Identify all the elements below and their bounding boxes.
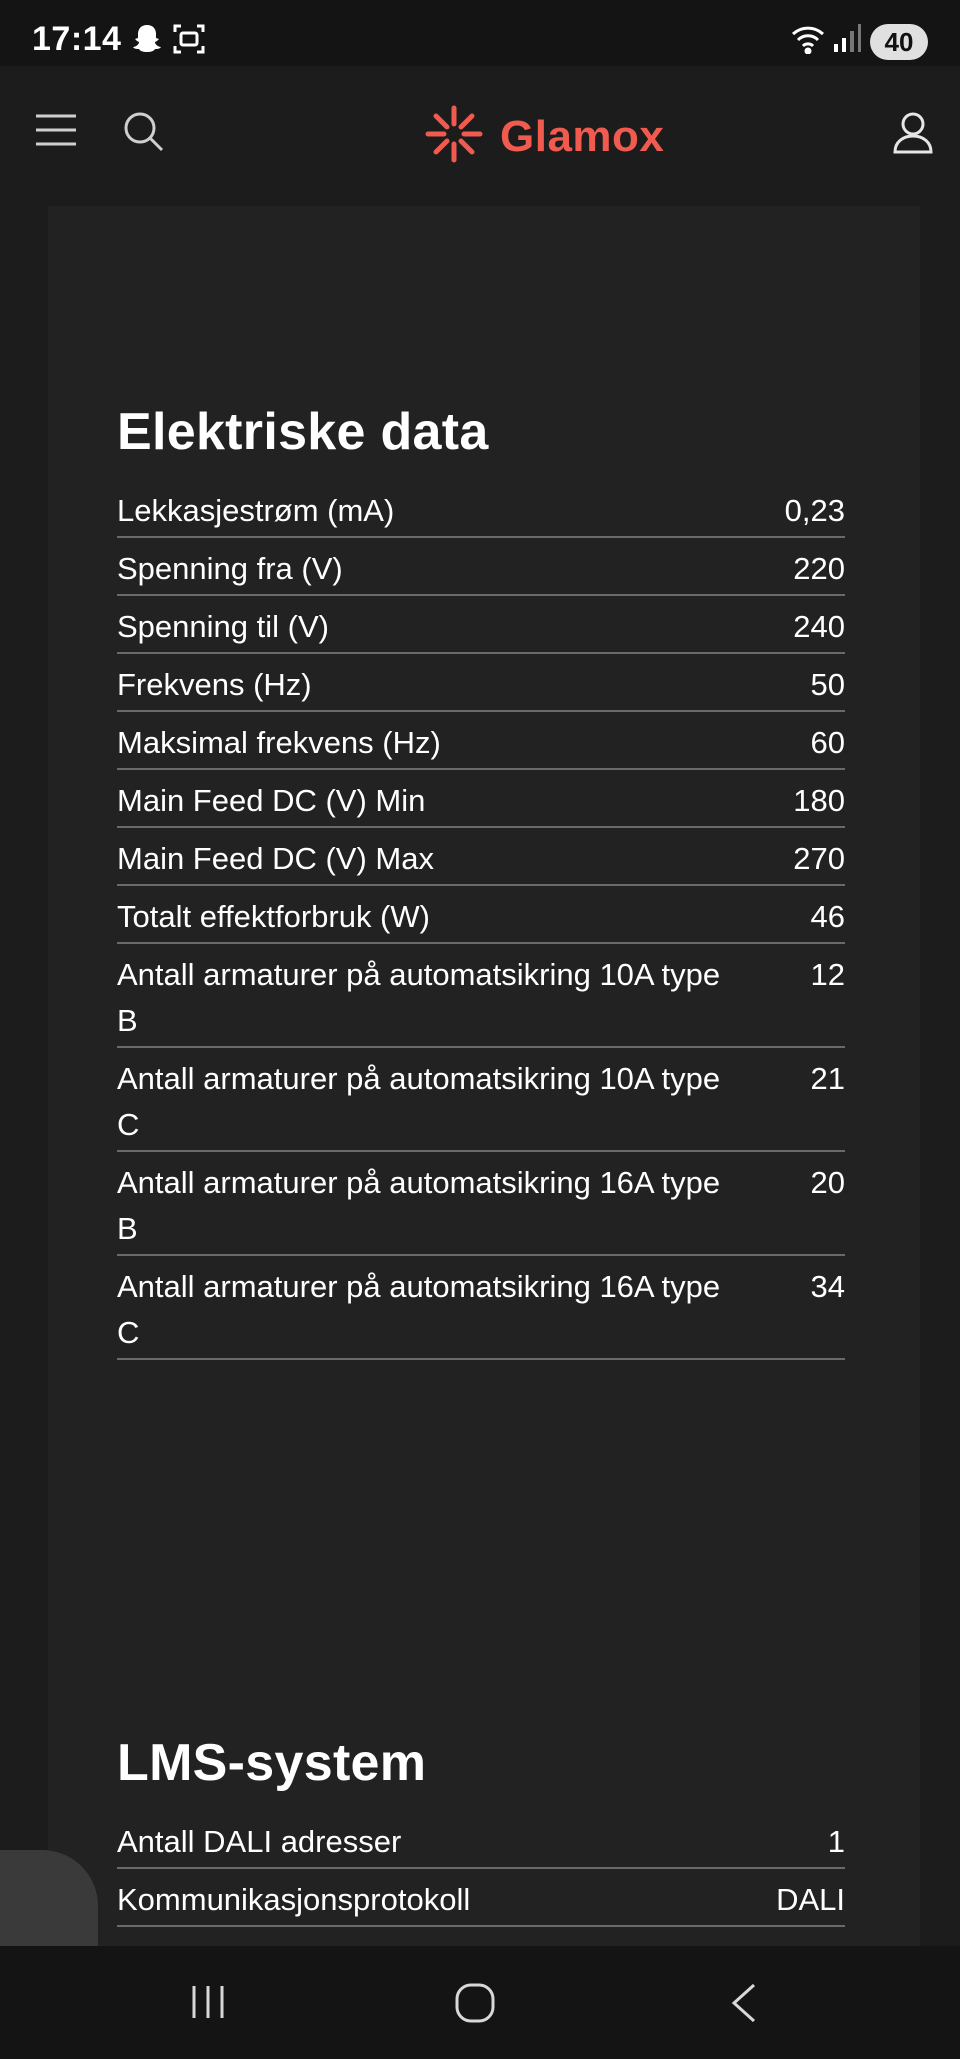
row-label: Main Feed DC (V) Max <box>117 841 434 876</box>
snapchat-icon <box>130 22 164 61</box>
row-value: 180 <box>793 783 845 818</box>
row-label: Frekvens (Hz) <box>117 667 312 702</box>
table-row <box>117 944 845 1048</box>
site-header <box>0 66 960 206</box>
row-label: Kommunikasjonsprotokoll <box>117 1882 471 1917</box>
system-nav-bar <box>0 1946 960 2059</box>
electrical-data-table <box>117 480 845 1360</box>
status-time: 17:14 <box>32 20 122 58</box>
product-specs-panel <box>48 206 920 1946</box>
row-label: Antall armaturer på automatsikring 16A type C <box>117 1269 721 1350</box>
table-row <box>117 886 845 944</box>
row-value: 46 <box>810 899 845 934</box>
row-value: 21 <box>810 1061 845 1096</box>
row-label: Antall armaturer på automatsikring 16A type B <box>117 1165 721 1246</box>
table-row <box>117 480 845 538</box>
row-value: 240 <box>793 609 845 644</box>
table-row <box>117 1152 845 1256</box>
table-row <box>117 654 845 712</box>
row-label: Maksimal frekvens (Hz) <box>117 725 441 760</box>
brand-name: Glamox <box>500 111 665 161</box>
table-row <box>117 1811 845 1869</box>
row-label: Antall armaturer på automatsikring 10A type B <box>117 957 721 1038</box>
lms-system-section <box>117 1733 845 1927</box>
signal-icon <box>832 22 862 59</box>
row-value: 34 <box>810 1269 845 1304</box>
row-value: 220 <box>793 551 845 586</box>
logo-icon <box>424 104 484 169</box>
table-row <box>117 828 845 886</box>
table-row <box>117 1256 845 1360</box>
recents-icon[interactable] <box>188 1982 228 2027</box>
row-value: 12 <box>810 957 845 992</box>
battery-indicator: 40 <box>870 24 928 60</box>
row-label: Antall armaturer på automatsikring 10A type C <box>117 1061 721 1142</box>
row-value: 0,23 <box>784 493 845 528</box>
row-value: 50 <box>810 667 845 702</box>
row-label: Totalt effektforbruk (W) <box>117 899 430 934</box>
row-label: Main Feed DC (V) Min <box>117 783 426 818</box>
electrical-data-section <box>117 402 845 1360</box>
menu-icon[interactable] <box>34 110 78 155</box>
search-icon[interactable] <box>122 110 166 159</box>
row-value: DALI <box>776 1882 845 1917</box>
wifi-icon <box>790 22 826 59</box>
table-row <box>117 538 845 596</box>
table-row <box>117 770 845 828</box>
table-row <box>117 712 845 770</box>
status-bar <box>0 0 960 66</box>
row-value: 20 <box>810 1165 845 1200</box>
table-row <box>117 596 845 654</box>
row-value: 1 <box>827 1824 845 1859</box>
screenshot-icon <box>172 22 206 61</box>
account-icon[interactable] <box>892 110 934 159</box>
home-icon[interactable] <box>454 1982 496 2029</box>
section-title-electrical: Elektriske data <box>117 403 489 461</box>
lms-data-table <box>117 1811 845 1927</box>
brand-logo[interactable] <box>424 104 664 169</box>
row-label: Antall DALI adresser <box>117 1824 402 1859</box>
row-label: Spenning til (V) <box>117 609 329 644</box>
row-value: 270 <box>793 841 845 876</box>
section-title-lms: LMS-system <box>117 1734 427 1792</box>
back-icon[interactable] <box>728 1982 760 2029</box>
row-label: Lekkasjestrøm (mA) <box>117 493 395 528</box>
row-value: 60 <box>810 725 845 760</box>
table-row <box>117 1869 845 1927</box>
row-label: Spenning fra (V) <box>117 551 343 586</box>
table-row <box>117 1048 845 1152</box>
